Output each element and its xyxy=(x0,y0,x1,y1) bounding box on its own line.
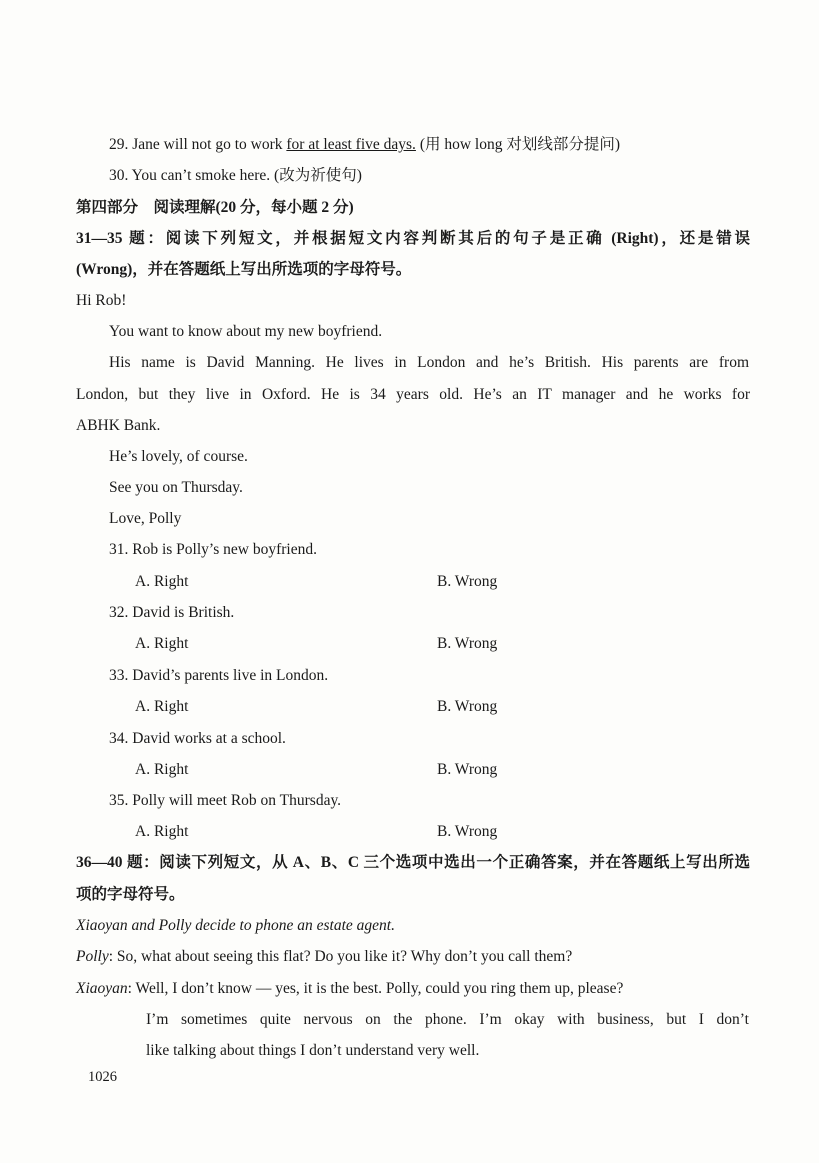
question-33: 33. David’s parents live in London. xyxy=(109,667,329,684)
letter-paragraph-2-line2: London, but they live in Oxford. He is 34 years old. He’s an IT manager and he works for xyxy=(76,386,750,403)
letter-paragraph-2-line3: ABHK Bank. xyxy=(76,417,161,434)
xiaoyan-speech-1: : Well, I don’t know — yes, it is the best. Polly, could you ring them up, please? xyxy=(127,980,624,997)
instructions-31-35-line1: 31—35 题：阅读下列短文，并根据短文内容判断其后的句子是正确 (Right)，还是错误 xyxy=(76,230,750,247)
question-32: 32. David is British. xyxy=(109,604,235,621)
speaker-polly: Polly xyxy=(76,948,109,965)
question-34: 34. David works at a school. xyxy=(109,730,286,747)
dialogue-xiaoyan-line2: I’m sometimes quite nervous on the phone. I’m okay with business, but I don’t xyxy=(146,1011,749,1028)
letter-paragraph-1: You want to know about my new boyfriend. xyxy=(109,323,383,340)
question-32-option-a: A. Right xyxy=(135,635,189,652)
question-33-option-a: A. Right xyxy=(135,698,189,715)
dialogue-polly-line xyxy=(76,947,572,967)
question-35: 35. Polly will meet Rob on Thursday. xyxy=(109,792,342,809)
letter-paragraph-3: He’s lovely, of course. xyxy=(109,448,248,465)
dialogue-xiaoyan-line1 xyxy=(76,979,623,999)
question-29-underlined: for at least five days. xyxy=(286,136,416,153)
question-31: 31. Rob is Polly’s new boyfriend. xyxy=(109,541,317,558)
question-34-option-a: A. Right xyxy=(135,761,189,778)
question-31-option-a: A. Right xyxy=(135,573,189,590)
question-31-option-b: B. Wrong xyxy=(437,573,498,590)
dialogue-xiaoyan-line3: like talking about things I don’t understand very well. xyxy=(146,1042,480,1059)
section-4-title: 第四部分 阅读理解(20 分，每小题 2 分) xyxy=(76,199,354,216)
letter-paragraph-4: See you on Thursday. xyxy=(109,479,243,496)
instructions-36-40-line2: 项的字母符号。 xyxy=(76,886,185,903)
instructions-31-35-line2: (Wrong)，并在答题纸上写出所选项的字母符号。 xyxy=(76,261,412,278)
question-33-option-b: B. Wrong xyxy=(437,698,498,715)
question-29-suffix: (用 how long 对划线部分提问) xyxy=(415,136,621,153)
question-35-option-b: B. Wrong xyxy=(437,823,498,840)
instructions-36-40-line1: 36—40 题：阅读下列短文，从 A、B、C 三个选项中选出一个正确答案，并在答题纸上写出所选 xyxy=(76,854,750,871)
letter-greeting: Hi Rob! xyxy=(76,292,127,309)
letter-closing: Love, Polly xyxy=(109,510,182,527)
letter-paragraph-2-line1: His name is David Manning. He lives in London and he’s British. His parents are from xyxy=(109,354,749,371)
question-35-option-a: A. Right xyxy=(135,823,189,840)
speaker-xiaoyan: Xiaoyan xyxy=(76,980,128,997)
question-34-option-b: B. Wrong xyxy=(437,761,498,778)
dialogue-intro: Xiaoyan and Polly decide to phone an estate agent. xyxy=(76,917,395,934)
polly-speech: : So, what about seeing this flat? Do you like it? Why don’t you call them? xyxy=(108,948,573,965)
question-29 xyxy=(109,135,620,155)
question-32-option-b: B. Wrong xyxy=(437,635,498,652)
question-29-prefix: 29. Jane will not go to work xyxy=(109,136,287,153)
question-30: 30. You can’t smoke here. (改为祈使句) xyxy=(109,167,362,184)
page-number: 1026 xyxy=(88,1069,117,1085)
